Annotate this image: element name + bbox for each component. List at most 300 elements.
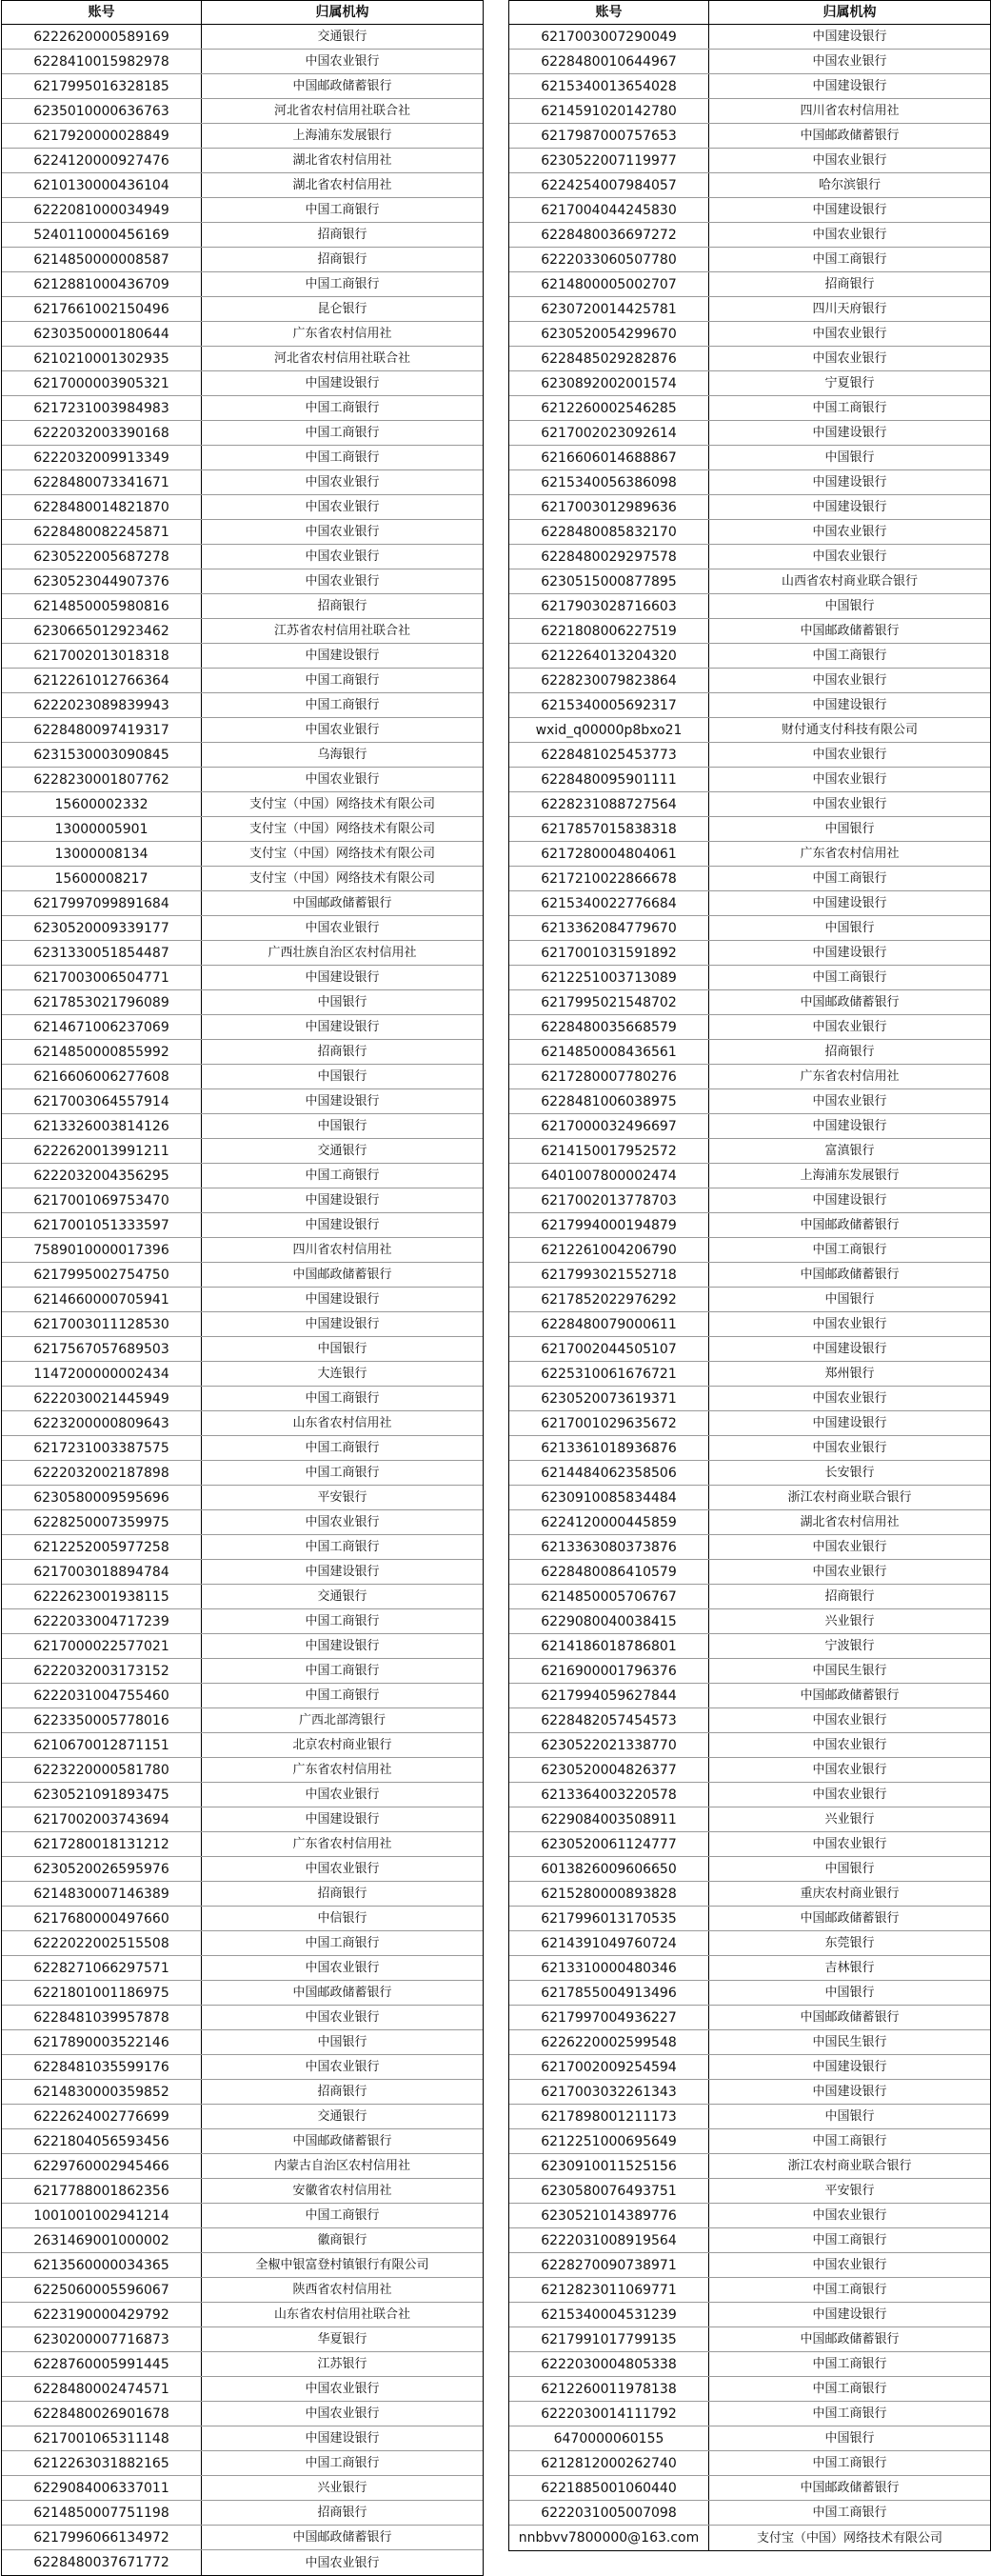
table-row bbox=[2, 1040, 483, 1065]
org-cell: 中国农业银行 bbox=[812, 153, 887, 168]
org-cell: 中国工商银行 bbox=[305, 2456, 380, 2470]
account-cell: 1147200000002434 bbox=[2, 1362, 202, 1386]
org-cell: 兴业银行 bbox=[317, 2481, 367, 2495]
org-cell: 中国银行 bbox=[824, 921, 875, 935]
account-cell: 15600008217 bbox=[2, 867, 202, 890]
table-row bbox=[2, 594, 483, 619]
org-cell: 中国工商银行 bbox=[812, 2357, 887, 2371]
account-cell: 6210130000436104 bbox=[2, 173, 202, 197]
account-cell: 6230520026595976 bbox=[2, 1857, 202, 1881]
table-row bbox=[2, 2327, 483, 2352]
account-cell: 6213326003814126 bbox=[2, 1114, 202, 1138]
account-cell: 6214671006237069 bbox=[2, 1015, 202, 1039]
account-cell: 6217002023092614 bbox=[509, 421, 709, 445]
org-cell: 中国邮政储蓄银行 bbox=[292, 1986, 392, 2000]
org-cell: 江苏省农村信用社联合社 bbox=[273, 624, 410, 638]
table-row bbox=[2, 1832, 483, 1857]
account-cell: 6217995021548702 bbox=[509, 990, 709, 1014]
org-cell: 招商银行 bbox=[317, 599, 367, 613]
table-row bbox=[509, 1486, 990, 1510]
account-cell: 6222033004717239 bbox=[2, 1609, 202, 1633]
table-row bbox=[2, 966, 483, 990]
org-cell: 中国农业银行 bbox=[305, 574, 380, 589]
org-cell: 中国农业银行 bbox=[812, 1837, 887, 1851]
table-row bbox=[2, 644, 483, 669]
table-row bbox=[509, 792, 990, 817]
org-cell: 重庆农村商业银行 bbox=[800, 1887, 900, 1901]
table-row bbox=[509, 693, 990, 718]
org-cell: 中国邮政储蓄银行 bbox=[292, 2530, 392, 2545]
org-cell: 中国农业银行 bbox=[305, 1862, 380, 1876]
table-row bbox=[2, 2377, 483, 2402]
account-cell: wxid_q00000p8bxo21 bbox=[509, 718, 709, 742]
org-cell: 中国工商银行 bbox=[812, 2283, 887, 2297]
account-cell: 6217994000194879 bbox=[509, 1213, 709, 1237]
table-row bbox=[509, 1139, 990, 1164]
account-cell: 6214830000359852 bbox=[2, 2080, 202, 2104]
table-row bbox=[509, 1981, 990, 2006]
org-cell: 中国农业银行 bbox=[305, 2010, 380, 2025]
table-row bbox=[2, 421, 483, 446]
table-row bbox=[509, 371, 990, 396]
table-row bbox=[509, 1907, 990, 1931]
org-cell: 交通银行 bbox=[317, 1589, 367, 1604]
org-cell: 中国工商银行 bbox=[305, 1614, 380, 1628]
account-cell: 6217920000028849 bbox=[2, 124, 202, 148]
org-cell: 山东省农村信用社 bbox=[292, 1416, 392, 1430]
org-cell: 中国工商银行 bbox=[305, 2208, 380, 2223]
account-cell: 6215340004531239 bbox=[509, 2303, 709, 2326]
table-row bbox=[2, 2426, 483, 2451]
table-row bbox=[2, 173, 483, 198]
account-cell: 6222624002776699 bbox=[2, 2105, 202, 2128]
table-row bbox=[2, 743, 483, 768]
account-cell: 6226220002599548 bbox=[509, 2030, 709, 2054]
table-row bbox=[509, 1882, 990, 1907]
account-cell: 6230521014389776 bbox=[509, 2204, 709, 2227]
account-cell: 6228270090738971 bbox=[509, 2253, 709, 2277]
org-cell: 中国建设银行 bbox=[812, 698, 887, 712]
org-cell: 中国工商银行 bbox=[812, 871, 887, 886]
org-cell: 中国工商银行 bbox=[305, 1936, 380, 1950]
org-cell: 中国银行 bbox=[317, 1342, 367, 1356]
account-cell: 6216900001796376 bbox=[509, 1659, 709, 1683]
table-row bbox=[2, 693, 483, 718]
account-cell: 6228480014821870 bbox=[2, 495, 202, 519]
org-cell: 宁夏银行 bbox=[824, 376, 875, 390]
table-row bbox=[509, 2253, 990, 2278]
account-cell: 6222030004805338 bbox=[509, 2352, 709, 2376]
account-cell: 6230522005687278 bbox=[2, 545, 202, 569]
account-cell: 6215340013654028 bbox=[509, 74, 709, 98]
table-row bbox=[509, 248, 990, 272]
org-cell: 中国工商银行 bbox=[812, 970, 887, 985]
table-row bbox=[2, 1931, 483, 1956]
account-cell: 6230580009595696 bbox=[2, 1486, 202, 1509]
table-row bbox=[509, 446, 990, 470]
table-row bbox=[2, 1411, 483, 1436]
table-row bbox=[2, 2055, 483, 2080]
table-row bbox=[509, 594, 990, 619]
org-cell: 中国建设银行 bbox=[305, 376, 380, 390]
table-row bbox=[2, 223, 483, 248]
account-cell: 6228480095901111 bbox=[509, 768, 709, 791]
org-cell: 支付宝（中国）网络技术有限公司 bbox=[248, 847, 435, 861]
account-cell: 6217001051333597 bbox=[2, 1213, 202, 1237]
org-cell: 中国邮政储蓄银行 bbox=[800, 1688, 900, 1703]
org-cell: 中国银行 bbox=[317, 2035, 367, 2049]
account-cell: 6222023089839943 bbox=[2, 693, 202, 717]
table-row bbox=[2, 322, 483, 347]
table-row bbox=[2, 1089, 483, 1114]
org-cell: 平安银行 bbox=[317, 1490, 367, 1505]
table-row bbox=[509, 2303, 990, 2327]
account-cell: 6228480073341671 bbox=[2, 470, 202, 494]
table-row bbox=[2, 1857, 483, 1882]
org-cell: 中国农业银行 bbox=[812, 748, 887, 762]
account-cell: 6217898001211173 bbox=[509, 2105, 709, 2128]
account-cell: 6217004044245830 bbox=[509, 198, 709, 222]
org-cell: 中国农业银行 bbox=[305, 54, 380, 69]
org-cell: 招商银行 bbox=[824, 1589, 875, 1604]
table-row bbox=[2, 272, 483, 297]
org-cell: 中国邮政储蓄银行 bbox=[800, 2010, 900, 2025]
org-cell: 中国建设银行 bbox=[812, 475, 887, 489]
table-row bbox=[509, 2006, 990, 2030]
org-cell: 中国建设银行 bbox=[305, 1639, 380, 1653]
account-cell: 6217000003905321 bbox=[2, 371, 202, 395]
table-row bbox=[2, 2006, 483, 2030]
table-row bbox=[2, 149, 483, 173]
account-cell: 6231530003090845 bbox=[2, 743, 202, 767]
table-row bbox=[2, 1164, 483, 1188]
account-cell: 6230520073619371 bbox=[509, 1387, 709, 1410]
table-row bbox=[2, 867, 483, 891]
account-cell: 6228230001807762 bbox=[2, 768, 202, 791]
org-cell: 中国农业银行 bbox=[305, 1787, 380, 1802]
account-cell: 6230910011525156 bbox=[509, 2154, 709, 2178]
table-row bbox=[2, 1981, 483, 2006]
table-row bbox=[2, 1783, 483, 1807]
table-row bbox=[2, 2303, 483, 2327]
table-row bbox=[2, 1634, 483, 1659]
account-cell: 6228485029282876 bbox=[509, 347, 709, 370]
account-cell: 6230200007716873 bbox=[2, 2327, 202, 2351]
org-cell: 中国工商银行 bbox=[812, 2506, 887, 2520]
table-row bbox=[2, 569, 483, 594]
org-cell: 中国银行 bbox=[824, 822, 875, 836]
table-row bbox=[509, 1461, 990, 1486]
org-cell: 中国工商银行 bbox=[305, 698, 380, 712]
table-row bbox=[509, 470, 990, 495]
org-cell: 昆仑银行 bbox=[317, 302, 367, 316]
account-cell: 6224120000927476 bbox=[2, 149, 202, 172]
table-row bbox=[509, 1857, 990, 1882]
account-cell: 6230522021338770 bbox=[509, 1733, 709, 1757]
org-cell: 中国建设银行 bbox=[812, 896, 887, 910]
account-cell: 6222030021445949 bbox=[2, 1387, 202, 1410]
table-row bbox=[2, 1065, 483, 1089]
org-cell: 中国建设银行 bbox=[812, 30, 887, 44]
org-cell: 中国工商银行 bbox=[305, 426, 380, 440]
account-cell: 6228480037671772 bbox=[2, 2550, 202, 2575]
account-cell: 6228480010644967 bbox=[509, 50, 709, 73]
org-cell: 中国建设银行 bbox=[305, 1317, 380, 1331]
org-cell: 中国农业银行 bbox=[812, 549, 887, 564]
account-cell: 1001001002941214 bbox=[2, 2204, 202, 2227]
org-cell: 中国农业银行 bbox=[812, 772, 887, 787]
account-cell: 6401007800002474 bbox=[509, 1164, 709, 1188]
table-row bbox=[2, 50, 483, 74]
table-row bbox=[2, 25, 483, 50]
account-cell: 6213361018936876 bbox=[509, 1436, 709, 1460]
account-cell: 6217890003522146 bbox=[2, 2030, 202, 2054]
org-cell: 平安银行 bbox=[824, 2184, 875, 2198]
org-cell: 中国工商银行 bbox=[812, 1243, 887, 1257]
org-cell: 陕西省农村信用社 bbox=[292, 2283, 392, 2297]
account-cell: 6214391049760724 bbox=[509, 1931, 709, 1955]
table-row bbox=[2, 1461, 483, 1486]
table-row bbox=[509, 1807, 990, 1832]
table-row bbox=[509, 25, 990, 50]
table-row bbox=[509, 1411, 990, 1436]
org-cell: 交通银行 bbox=[317, 30, 367, 44]
account-cell: 6212263031882165 bbox=[2, 2451, 202, 2475]
table-row bbox=[2, 124, 483, 149]
account-cell: 6217991017799135 bbox=[509, 2327, 709, 2351]
table-row bbox=[2, 99, 483, 124]
org-cell: 中国建设银行 bbox=[812, 2060, 887, 2074]
account-cell: 6222623001938115 bbox=[2, 1585, 202, 1608]
account-cell: 6217210022866678 bbox=[509, 867, 709, 890]
org-cell: 全椒中银富登村镇银行有限公司 bbox=[255, 2258, 429, 2272]
account-cell: 6013826009606650 bbox=[509, 1857, 709, 1881]
account-cell: 13000005901 bbox=[2, 817, 202, 841]
account-cell: 6230520061124777 bbox=[509, 1832, 709, 1856]
org-cell: 徽商银行 bbox=[317, 2233, 367, 2247]
org-cell: 中国工商银行 bbox=[812, 2134, 887, 2148]
table-row bbox=[2, 1188, 483, 1213]
account-cell: 6229760002945466 bbox=[2, 2154, 202, 2178]
org-cell: 中国建设银行 bbox=[305, 1193, 380, 1208]
table-row bbox=[2, 2550, 483, 2575]
table-row bbox=[509, 990, 990, 1015]
account-cell: 6230515000877895 bbox=[509, 569, 709, 593]
org-cell: 中国农业银行 bbox=[812, 1094, 887, 1108]
account-cell: 6212823011069771 bbox=[509, 2278, 709, 2302]
org-cell: 北京农村商业银行 bbox=[292, 1738, 392, 1752]
table-row bbox=[2, 1387, 483, 1411]
table-row bbox=[509, 1659, 990, 1684]
account-cell: 6229080040038415 bbox=[509, 1609, 709, 1633]
table-row bbox=[509, 1089, 990, 1114]
table-row bbox=[2, 2129, 483, 2154]
table-row bbox=[2, 619, 483, 644]
account-cell: 6230520054299670 bbox=[509, 322, 709, 346]
account-cell: 6221801001186975 bbox=[2, 1981, 202, 2005]
org-cell: 中国银行 bbox=[824, 2431, 875, 2446]
org-cell: 四川省农村信用社 bbox=[292, 1243, 392, 1257]
table-row bbox=[2, 891, 483, 916]
account-cell: 6214850008436561 bbox=[509, 1040, 709, 1064]
account-cell: 6222032003173152 bbox=[2, 1659, 202, 1683]
account-cell: 6217003011128530 bbox=[2, 1312, 202, 1336]
account-cell: 6213362084779670 bbox=[509, 916, 709, 940]
table-row bbox=[2, 1585, 483, 1609]
org-cell: 中国建设银行 bbox=[812, 1342, 887, 1356]
account-cell: 6229084003508911 bbox=[509, 1807, 709, 1831]
org-cell: 中国农业银行 bbox=[305, 921, 380, 935]
account-cell: 6217231003984983 bbox=[2, 396, 202, 420]
account-cell: 6217231003387575 bbox=[2, 1436, 202, 1460]
account-cell: 6213310000480346 bbox=[509, 1956, 709, 1980]
table-row bbox=[509, 1708, 990, 1733]
org-cell: 中国农业银行 bbox=[812, 525, 887, 539]
table-row bbox=[509, 2501, 990, 2526]
org-cell: 兴业银行 bbox=[824, 1614, 875, 1628]
table-row bbox=[509, 1065, 990, 1089]
left-table bbox=[1, 0, 484, 2576]
account-cell: 6212261004206790 bbox=[509, 1238, 709, 1262]
account-cell: 6235010000636763 bbox=[2, 99, 202, 123]
org-cell: 内蒙古自治区农村信用社 bbox=[273, 2159, 410, 2173]
table-row bbox=[509, 1164, 990, 1188]
account-cell: 6228481025453773 bbox=[509, 743, 709, 767]
table-row bbox=[509, 2055, 990, 2080]
org-cell: 中国建设银行 bbox=[812, 79, 887, 93]
account-cell: 6228271066297571 bbox=[2, 1956, 202, 1980]
account-cell: 6230523044907376 bbox=[2, 569, 202, 593]
account-cell: 6217003012989636 bbox=[509, 495, 709, 519]
table-row bbox=[509, 2228, 990, 2253]
account-cell: 6223190000429792 bbox=[2, 2303, 202, 2326]
account-cell: 6217003064557914 bbox=[2, 1089, 202, 1113]
org-cell: 中国建设银行 bbox=[305, 649, 380, 663]
account-cell: 6228231088727564 bbox=[509, 792, 709, 816]
table-row bbox=[2, 768, 483, 792]
table-row bbox=[2, 495, 483, 520]
org-cell: 中国工商银行 bbox=[812, 401, 887, 415]
table-row bbox=[2, 718, 483, 743]
account-cell: 6215340056386098 bbox=[509, 470, 709, 494]
table-row bbox=[509, 2278, 990, 2303]
table-row bbox=[509, 124, 990, 149]
account-cell: 6214591020142780 bbox=[509, 99, 709, 123]
table-row bbox=[509, 1510, 990, 1535]
org-cell: 中国建设银行 bbox=[812, 946, 887, 960]
account-cell: 6230520004826377 bbox=[509, 1758, 709, 1782]
account-cell: 6215280000893828 bbox=[509, 1882, 709, 1906]
org-cell: 招商银行 bbox=[824, 277, 875, 291]
table-row bbox=[2, 297, 483, 322]
account-cell: 6230892002001574 bbox=[509, 371, 709, 395]
org-cell: 中国工商银行 bbox=[812, 2456, 887, 2470]
table-row bbox=[2, 817, 483, 842]
table-row bbox=[509, 2476, 990, 2501]
table-row bbox=[509, 1535, 990, 1560]
account-cell: 6215340022776684 bbox=[509, 891, 709, 915]
org-cell: 广东省农村信用社 bbox=[292, 1763, 392, 1777]
org-cell: 中国民生银行 bbox=[812, 2035, 887, 2049]
table-row bbox=[509, 2154, 990, 2179]
org-cell: 中国农业银行 bbox=[812, 2208, 887, 2223]
table-row bbox=[2, 248, 483, 272]
account-cell: 6217003018894784 bbox=[2, 1560, 202, 1584]
org-cell: 招商银行 bbox=[824, 1045, 875, 1059]
org-cell: 乌海银行 bbox=[317, 748, 367, 762]
table-row bbox=[2, 1139, 483, 1164]
table-row bbox=[2, 1684, 483, 1708]
table-row bbox=[509, 1188, 990, 1213]
right-table bbox=[508, 0, 991, 2551]
org-cell: 中国农业银行 bbox=[812, 797, 887, 811]
org-cell: 广西壮族自治区农村信用社 bbox=[268, 946, 417, 960]
account-cell: 6214850005980816 bbox=[2, 594, 202, 618]
account-cell: 6215340005692317 bbox=[509, 693, 709, 717]
org-cell: 中国农业银行 bbox=[812, 1763, 887, 1777]
account-cell: 5240110000456169 bbox=[2, 223, 202, 247]
table-row bbox=[509, 1634, 990, 1659]
table-row bbox=[509, 966, 990, 990]
account-cell: 6222081000034949 bbox=[2, 198, 202, 222]
org-cell: 大连银行 bbox=[317, 1367, 367, 1381]
table-row bbox=[2, 1535, 483, 1560]
table-row bbox=[2, 2080, 483, 2105]
table-row bbox=[509, 520, 990, 545]
table-row bbox=[509, 1040, 990, 1065]
table-row bbox=[2, 1288, 483, 1312]
table-row bbox=[509, 669, 990, 693]
table-row bbox=[509, 1609, 990, 1634]
table-row bbox=[2, 916, 483, 941]
org-cell: 中国工商银行 bbox=[305, 1664, 380, 1678]
table-row bbox=[509, 2327, 990, 2352]
table-row bbox=[2, 2030, 483, 2055]
table-row bbox=[509, 842, 990, 867]
org-cell: 东莞银行 bbox=[824, 1936, 875, 1950]
org-cell: 中国邮政储蓄银行 bbox=[800, 2481, 900, 2495]
org-cell: 中国农业银行 bbox=[812, 673, 887, 688]
org-cell: 中国工商银行 bbox=[305, 1168, 380, 1183]
account-cell: 6228480026901678 bbox=[2, 2402, 202, 2426]
account-cell: 6217001031591892 bbox=[509, 941, 709, 965]
account-cell: 6221885001060440 bbox=[509, 2476, 709, 2500]
account-cell: 6217788001862356 bbox=[2, 2179, 202, 2203]
org-cell: 中国工商银行 bbox=[305, 1391, 380, 1406]
table-row bbox=[2, 842, 483, 867]
account-cell: 6225060005596067 bbox=[2, 2278, 202, 2302]
org-cell: 中国农业银行 bbox=[305, 1961, 380, 1975]
org-cell: 吉林银行 bbox=[824, 1961, 875, 1975]
org-cell: 中国建设银行 bbox=[305, 1094, 380, 1108]
header-account: 账号 bbox=[509, 1, 709, 24]
account-cell: 6228480036697272 bbox=[509, 223, 709, 247]
table-row bbox=[509, 223, 990, 248]
org-cell: 支付宝（中国）网络技术有限公司 bbox=[248, 871, 435, 886]
org-cell: 中国工商银行 bbox=[305, 1688, 380, 1703]
table-row bbox=[509, 1832, 990, 1857]
account-cell: 6217852022976292 bbox=[509, 1288, 709, 1311]
org-cell: 江苏银行 bbox=[317, 2357, 367, 2371]
org-cell: 中国农业银行 bbox=[305, 475, 380, 489]
table-row bbox=[509, 173, 990, 198]
account-cell: 6217680000497660 bbox=[2, 1907, 202, 1930]
org-cell: 中国农业银行 bbox=[305, 500, 380, 514]
table-row bbox=[2, 1436, 483, 1461]
table-row bbox=[509, 2352, 990, 2377]
account-cell: 6230580076493751 bbox=[509, 2179, 709, 2203]
account-cell: 6217995016328185 bbox=[2, 74, 202, 98]
